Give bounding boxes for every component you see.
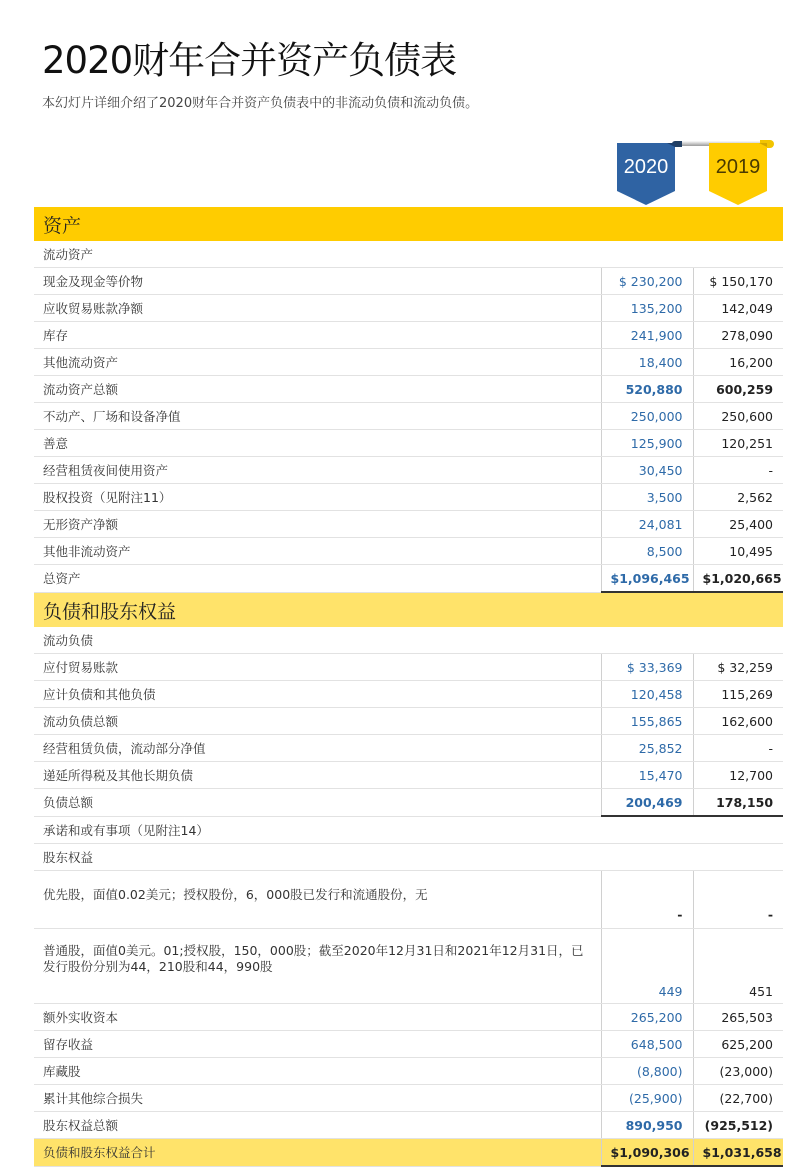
value-2020: 155,865 xyxy=(601,708,693,735)
table-row xyxy=(34,654,783,681)
value-2020: 265,200 xyxy=(601,1004,693,1031)
row-label: 善意 xyxy=(34,430,601,457)
value-2019: $ 32,259 xyxy=(693,654,783,681)
section-row-liabilities xyxy=(34,592,783,627)
section-row-assets xyxy=(34,207,783,241)
value-2020: $ 230,200 xyxy=(601,268,693,295)
row-label: 经营租赁负债，流动部分净值 xyxy=(34,735,601,762)
value-2019: - xyxy=(693,871,783,929)
value-2019: 250,600 xyxy=(693,403,783,430)
value-2019: $ 150,170 xyxy=(693,268,783,295)
value-2020: 890,950 xyxy=(601,1112,693,1139)
value-2019: 265,503 xyxy=(693,1004,783,1031)
table-row xyxy=(34,844,783,871)
value-2019: 600,259 xyxy=(693,376,783,403)
grand-total-row xyxy=(34,1139,783,1167)
row-label: 其他非流动资产 xyxy=(34,538,601,565)
row-label: 递延所得税及其他长期负债 xyxy=(34,762,601,789)
year-2019-label: 2019 xyxy=(715,156,761,178)
row-label: 不动产、厂场和设备净值 xyxy=(34,403,601,430)
total-row xyxy=(34,376,783,403)
value-2020: - xyxy=(601,871,693,929)
value-2020: 25,852 xyxy=(601,735,693,762)
value-2020: 200,469 xyxy=(601,789,693,817)
value-2020: 3,500 xyxy=(601,484,693,511)
table-row xyxy=(34,403,783,430)
value-2020: 8,500 xyxy=(601,538,693,565)
value-2019: 115,269 xyxy=(693,681,783,708)
value-2019: 25,400 xyxy=(693,511,783,538)
page-subtitle: 本幻灯片详细介绍了2020财年合并资产负债表中的非流动负债和流动负债。 xyxy=(42,96,479,111)
value-2020: 648,500 xyxy=(601,1031,693,1058)
value-2020: (8,800) xyxy=(601,1058,693,1085)
table-row xyxy=(34,538,783,565)
subheader-current-assets: 流动资产 xyxy=(34,241,601,268)
value-2019: 142,049 xyxy=(693,295,783,322)
section-title-liabilities: 负债和股东权益 xyxy=(34,592,783,627)
table-row xyxy=(34,349,783,376)
table-row xyxy=(34,457,783,484)
year-2020-label: 2020 xyxy=(623,156,669,178)
value-2020: $ 33,369 xyxy=(601,654,693,681)
row-label: 库藏股 xyxy=(34,1058,601,1085)
value-2019: 16,200 xyxy=(693,349,783,376)
table-row xyxy=(34,1031,783,1058)
row-label: 股东权益总额 xyxy=(34,1112,601,1139)
row-label: 股权投资（见附注11） xyxy=(34,484,601,511)
subheader-current-liabilities: 流动负债 xyxy=(34,627,601,654)
value-2019: $1,031,658 xyxy=(693,1139,783,1167)
table-row xyxy=(34,511,783,538)
value-2020: $1,090,306 xyxy=(601,1139,693,1167)
section-title-assets: 资产 xyxy=(34,207,783,241)
total-row xyxy=(34,789,783,817)
table-row xyxy=(34,1004,783,1031)
value-2020: (25,900) xyxy=(601,1085,693,1112)
value-2019: - xyxy=(693,457,783,484)
row-label: 应收贸易账款净额 xyxy=(34,295,601,322)
value-2020: 135,200 xyxy=(601,295,693,322)
row-label: 经营租赁夜间使用资产 xyxy=(34,457,601,484)
table-row xyxy=(34,322,783,349)
value-2019: (23,000) xyxy=(693,1058,783,1085)
value-2020: 241,900 xyxy=(601,322,693,349)
value-2019: (925,512) xyxy=(693,1112,783,1139)
value-2019: 120,251 xyxy=(693,430,783,457)
row-label: 负债总额 xyxy=(34,789,601,817)
row-label: 留存收益 xyxy=(34,1031,601,1058)
value-2020: 24,081 xyxy=(601,511,693,538)
total-row xyxy=(34,1112,783,1139)
value-2019: 278,090 xyxy=(693,322,783,349)
row-label: 其他流动资产 xyxy=(34,349,601,376)
value-2020: 15,470 xyxy=(601,762,693,789)
row-label: 流动负债总额 xyxy=(34,708,601,735)
row-label: 普通股，面值0美元。01;授权股，150，000股；截至2020年12月31日和2021年12月31日，已发行股份分别为44，210股和44，990股 xyxy=(34,929,601,1004)
row-label: 库存 xyxy=(34,322,601,349)
table-row xyxy=(34,871,783,929)
value-2020: 250,000 xyxy=(601,403,693,430)
row-label: 额外实收资本 xyxy=(34,1004,601,1031)
page-title: 2020财年合并资产负债表 xyxy=(42,39,457,82)
value-2020: 449 xyxy=(601,929,693,1004)
value-2020: 125,900 xyxy=(601,430,693,457)
table-row xyxy=(34,762,783,789)
table-row xyxy=(34,430,783,457)
row-label: 应付贸易账款 xyxy=(34,654,601,681)
value-2020: 520,880 xyxy=(601,376,693,403)
value-2019: 451 xyxy=(693,929,783,1004)
table-row xyxy=(34,708,783,735)
value-2019: - xyxy=(693,735,783,762)
table-row xyxy=(34,929,783,1004)
table-row xyxy=(34,268,783,295)
row-label: 现金及现金等价物 xyxy=(34,268,601,295)
value-2020: 120,458 xyxy=(601,681,693,708)
row-label: 累计其他综合损失 xyxy=(34,1085,601,1112)
table-row xyxy=(34,484,783,511)
row-label: 流动资产总额 xyxy=(34,376,601,403)
value-2019: 162,600 xyxy=(693,708,783,735)
value-2020: $1,096,465 xyxy=(601,565,693,593)
row-label: 优先股，面值0.02美元；授权股份，6，000股已发行和流通股份，无 xyxy=(34,871,601,929)
row-label: 承诺和或有事项（见附注14） xyxy=(34,816,601,844)
table-row xyxy=(34,295,783,322)
total-row xyxy=(34,565,783,593)
table-row xyxy=(34,816,783,844)
value-2019: (22,700) xyxy=(693,1085,783,1112)
balance-sheet-table xyxy=(34,207,783,1167)
table-row xyxy=(34,1058,783,1085)
table-row xyxy=(34,735,783,762)
value-2019: 625,200 xyxy=(693,1031,783,1058)
value-2019: 12,700 xyxy=(693,762,783,789)
row-label: 股东权益 xyxy=(34,844,601,871)
table-row xyxy=(34,1085,783,1112)
table-row xyxy=(34,681,783,708)
value-2019: 10,495 xyxy=(693,538,783,565)
row-label: 总资产 xyxy=(34,565,601,593)
value-2020: 18,400 xyxy=(601,349,693,376)
value-2020: 30,450 xyxy=(601,457,693,484)
subheader-row xyxy=(34,241,783,268)
value-2019: 2,562 xyxy=(693,484,783,511)
subheader-row xyxy=(34,627,783,654)
year-2020-ribbon xyxy=(617,143,675,205)
row-label: 应计负债和其他负债 xyxy=(34,681,601,708)
value-2019: $1,020,665 xyxy=(693,565,783,593)
year-2019-ribbon xyxy=(709,143,767,205)
row-label: 无形资产净额 xyxy=(34,511,601,538)
value-2019: 178,150 xyxy=(693,789,783,817)
row-label: 负债和股东权益合计 xyxy=(34,1139,601,1167)
